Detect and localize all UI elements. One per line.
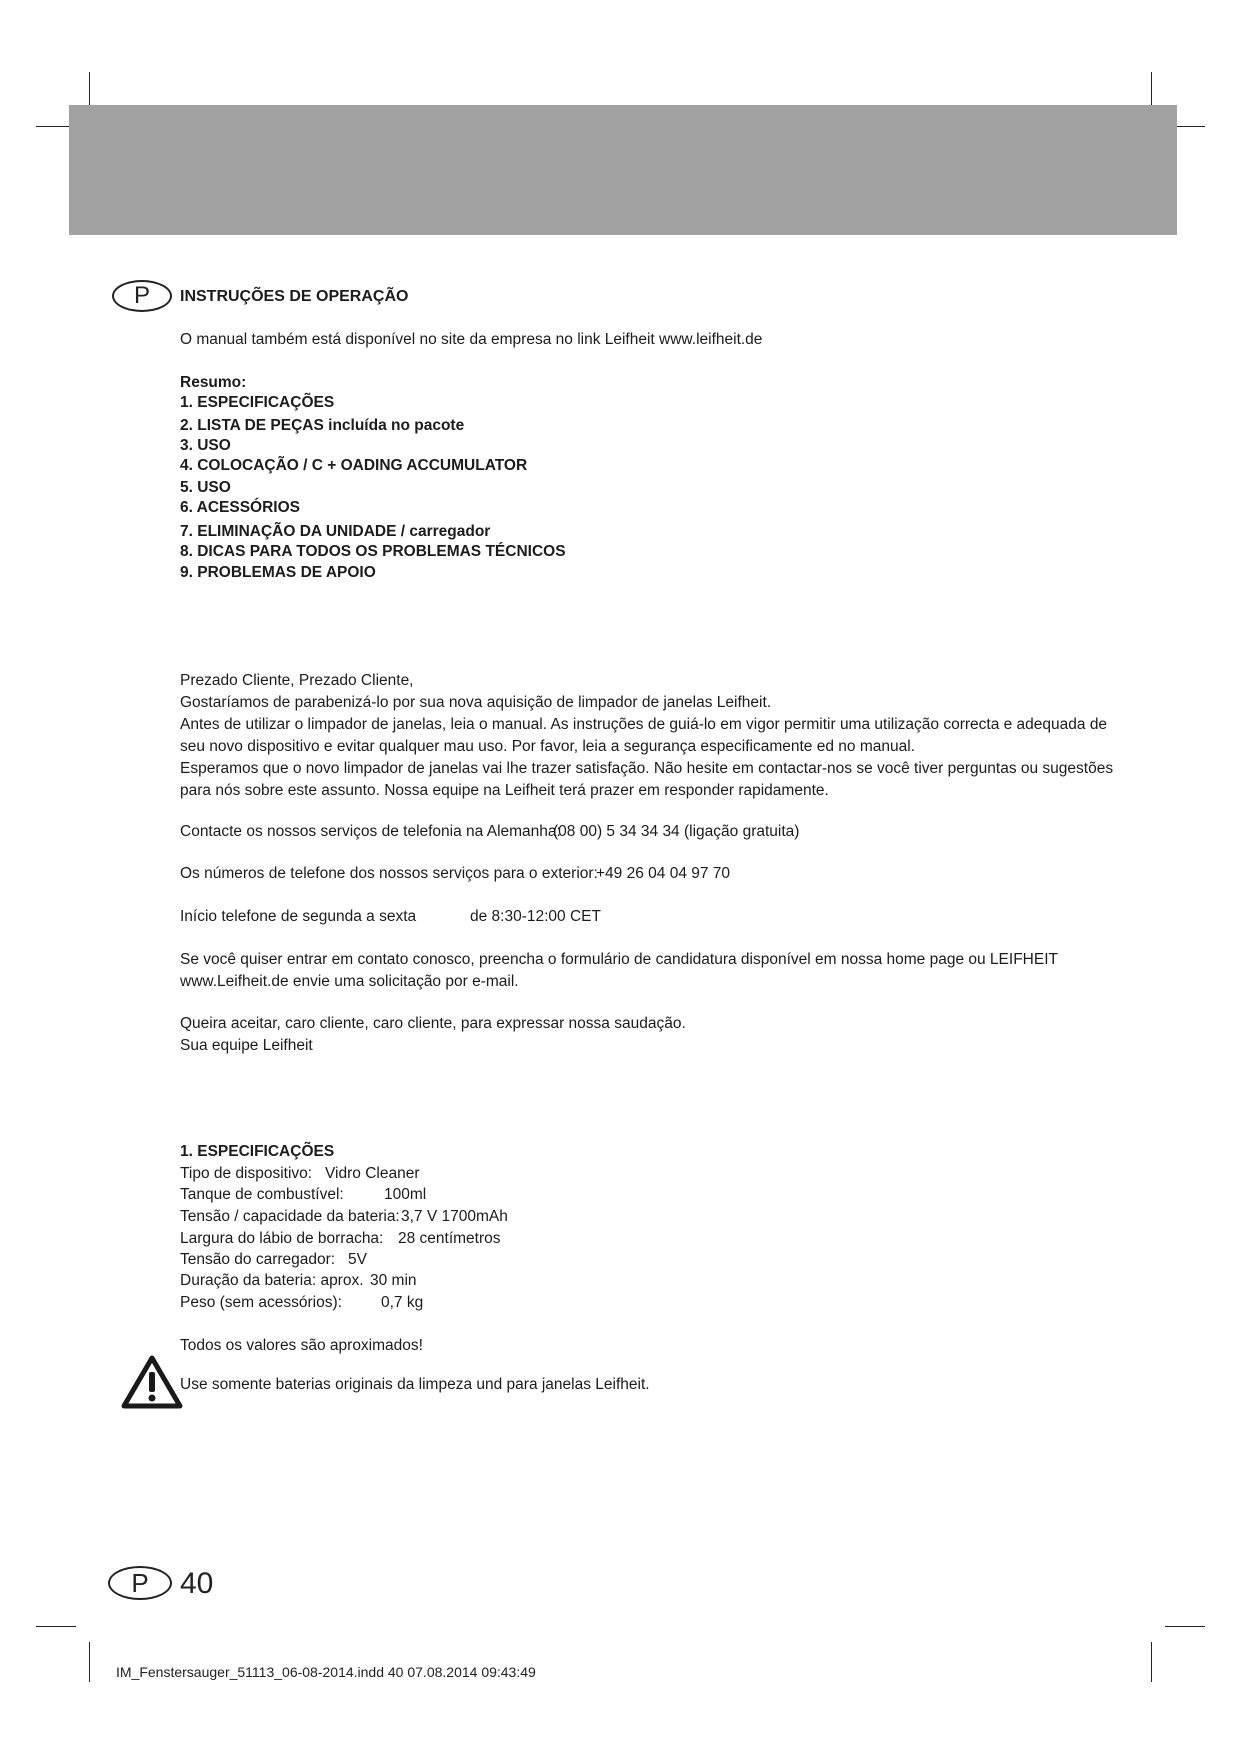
letter-line: seu novo dispositivo e evitar qualquer mau uso. Por favor, leia a segurança especificamente ed no manual. [180, 738, 915, 755]
website-note: O manual também está disponível no site da empresa no link Leifheit www.leifheit.de [180, 331, 763, 348]
summary-item: 8. DICAS PARA TODOS OS PROBLEMAS TÉCNICOS [180, 543, 566, 560]
contact-form-line: www.Leifheit.de envie uma solicitação por e-mail. [180, 973, 519, 990]
crop-mark-bottom-left-v [89, 1642, 90, 1682]
summary-item: 4. COLOCAÇÃO / C + OADING ACCUMULATOR [180, 457, 528, 474]
spec-label: Duração da bateria: aprox. [180, 1272, 364, 1289]
language-badge [112, 280, 172, 312]
summary-item: 7. ELIMINAÇÃO DA UNIDADE / carregador [180, 523, 491, 540]
summary-item: 9. PROBLEMAS DE APOIO [180, 564, 376, 581]
contact-form-paragraph [180, 949, 1080, 993]
contact-germany-value: (08 00) 5 34 34 34 (ligação gratuita) [553, 823, 800, 840]
page-number: 40 [180, 1567, 214, 1600]
summary-heading: Resumo: [180, 374, 247, 391]
warning-text: Use somente baterias originais da limpeza und para janelas Leifheit. [180, 1376, 650, 1393]
hours-value: de 8:30-12:00 CET [470, 908, 601, 925]
language-badge-label: P [133, 282, 150, 309]
letter-line: para nós sobre este assunto. Nossa equipe na Leifheit terá prazer em responder rapidamente. [180, 782, 829, 799]
letter-line: Antes de utilizar o limpador de janelas, leia o manual. As instruções de guiá-lo em vigor permitir uma utilização correcta e adequada de [180, 716, 1108, 733]
letter-paragraph [180, 670, 1114, 802]
warning-icon [121, 1355, 183, 1409]
spec-value: 28 centímetros [398, 1230, 501, 1247]
closing-line: Sua equipe Leifheit [180, 1037, 313, 1054]
page-title: INSTRUÇÕES DE OPERAÇÃO [180, 288, 409, 305]
contact-abroad-value: +49 26 04 04 97 70 [596, 865, 731, 882]
contact-form-line: Se você quiser entrar em contato conosco, preencha o formulário de candidatura disponível em nossa home page ou LEIFHEIT [180, 951, 1058, 968]
summary-item: 3. USO [180, 437, 231, 454]
specs-heading: 1. ESPECIFICAÇÕES [180, 1143, 335, 1160]
summary-item: 5. USO [180, 479, 231, 496]
letter-line: Esperamos que o novo limpador de janelas vai lhe trazer satisfação. Não hesite em contactar-nos se você tiver perguntas ou sugestões [180, 760, 1114, 777]
spec-value: 3,7 V 1700mAh [401, 1208, 508, 1225]
crop-mark-bottom-right-v [1151, 1642, 1152, 1682]
spec-label: Peso (sem acessórios): [180, 1294, 342, 1311]
spec-value: 5V [348, 1251, 367, 1268]
summary-item: 1. ESPECIFICAÇÕES [180, 394, 335, 411]
crop-mark-bottom-right-h [1165, 1626, 1205, 1627]
letter-line: Gostaríamos de parabenizá-lo por sua nova aquisição de limpador de janelas Leifheit. [180, 694, 772, 711]
spec-label: Tanque de combustível: [180, 1186, 344, 1203]
closing-paragraph [180, 1013, 1080, 1057]
closing-line: Queira aceitar, caro cliente, caro cliente, para expressar nossa saudação. [180, 1015, 686, 1032]
file-info: IM_Fenstersauger_51113_06-08-2014.indd 40 07.08.2014 09:43:49 [116, 1664, 536, 1680]
spec-label: Largura do lábio de borracha: [180, 1230, 384, 1247]
spec-value: Vidro Cleaner [325, 1165, 420, 1182]
contact-abroad-label: Os números de telefone dos nossos serviços para o exterior: [180, 865, 598, 882]
spec-value: 100ml [384, 1186, 427, 1203]
specs-note: Todos os valores são aproximados! [180, 1337, 423, 1354]
header-band [69, 105, 1177, 235]
summary-item: 6. ACESSÓRIOS [180, 499, 301, 516]
letter-line: Prezado Cliente, Prezado Cliente, [180, 672, 414, 689]
crop-mark-bottom-left-h [36, 1626, 76, 1627]
spec-value: 0,7 kg [381, 1294, 424, 1311]
spec-label: Tensão do carregador: [180, 1251, 336, 1268]
page-language-badge [108, 1566, 172, 1600]
spec-value: 30 min [370, 1272, 417, 1289]
spec-label: Tipo de dispositivo: [180, 1165, 313, 1182]
hours-label: Início telefone de segunda a sexta [180, 908, 417, 925]
contact-germany-label: Contacte os nossos serviços de telefonia na Alemanha: [180, 823, 561, 840]
page-language-badge-label: P [131, 1567, 149, 1598]
summary-item: 2. LISTA DE PEÇAS incluída no pacote [180, 417, 465, 434]
spec-label: Tensão / capacidade da bateria: [180, 1208, 400, 1225]
